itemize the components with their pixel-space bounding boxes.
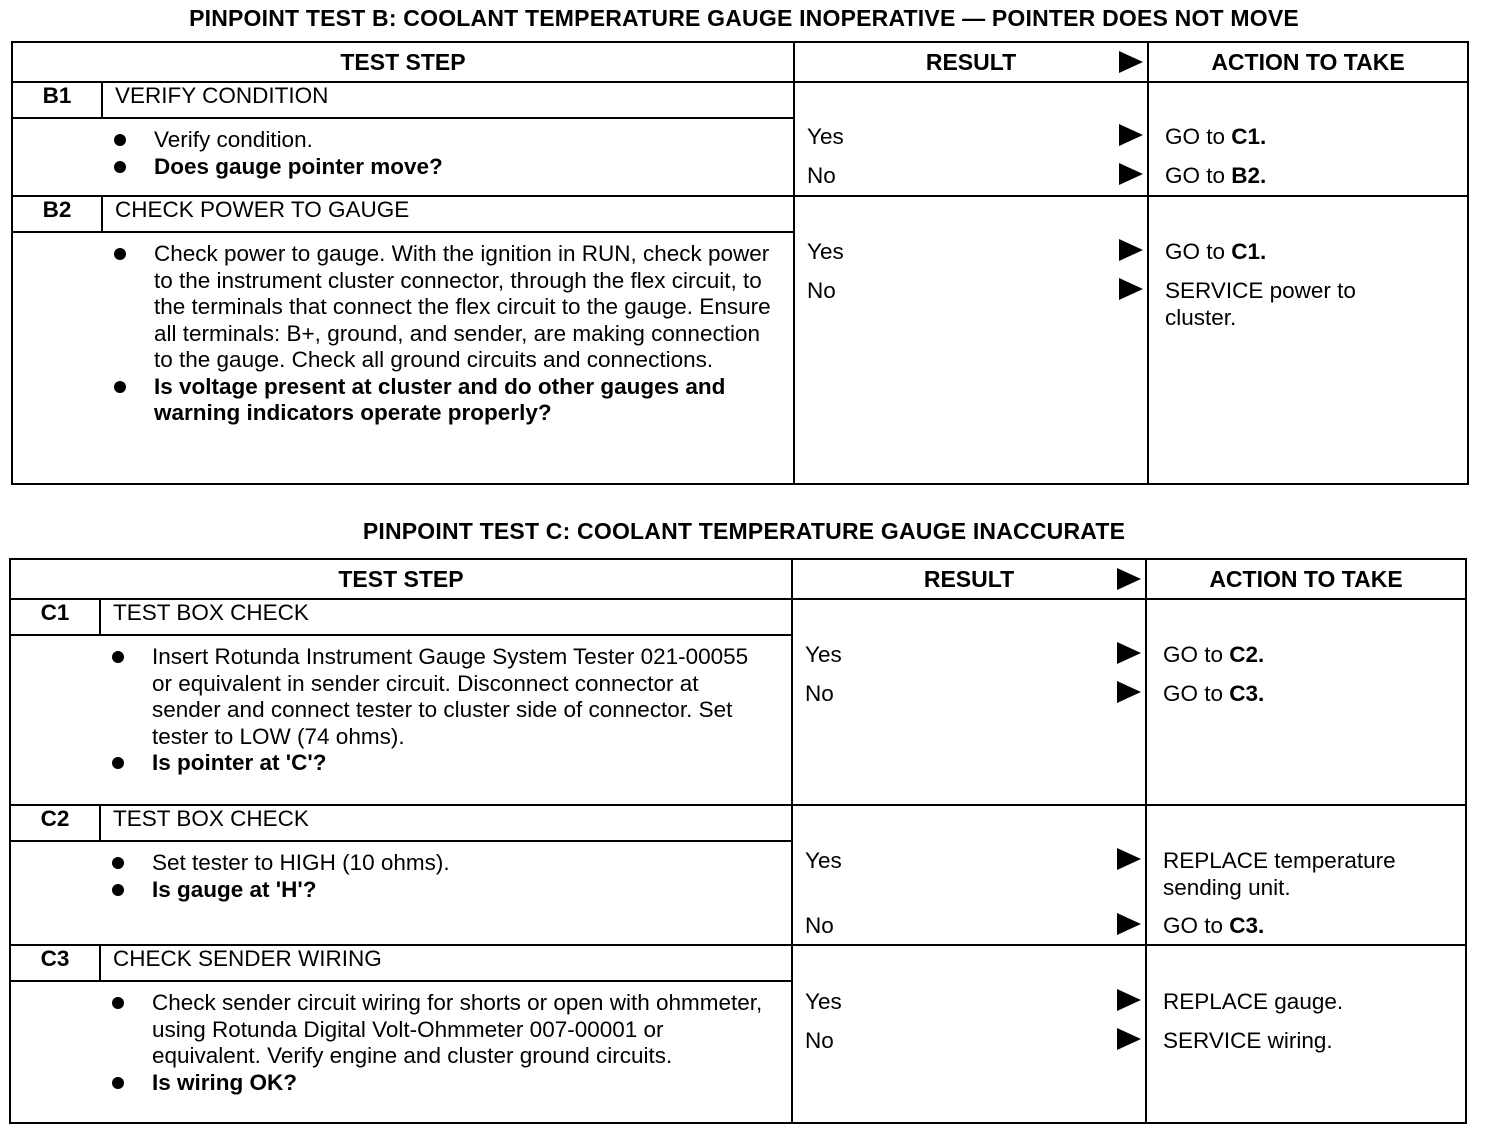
step-id: C2: [10, 805, 100, 841]
result-no: No: [807, 276, 1143, 306]
arrow-icon: [1117, 568, 1141, 590]
header-result: RESULT: [792, 559, 1146, 599]
arrow-icon: [1119, 278, 1143, 300]
test-b-title: PINPOINT TEST B: COOLANT TEMPERATURE GAUGE INOPERATIVE — POINTER DOES NOT MOVE: [189, 5, 1299, 31]
action-text: GO to B2.: [1165, 163, 1267, 188]
action-text: SERVICE wiring.: [1163, 1028, 1333, 1053]
action-text: REPLACE gauge.: [1163, 989, 1344, 1014]
action-text: GO to C1.: [1165, 124, 1267, 149]
bullet-question: Does gauge pointer move?: [154, 154, 773, 181]
arrow-icon: [1117, 989, 1141, 1011]
bullet-text: Check sender circuit wiring for shorts or open with ohmmeter, using Rotunda Digital Volt-Ohmmeter 007-00001 or equivalent. Verify engine and cluster ground circuits.: [152, 990, 771, 1070]
bullet-question: Is gauge at 'H'?: [152, 877, 771, 904]
arrow-icon: [1117, 642, 1141, 664]
bullet-text: Check power to gauge. With the ignition in RUN, check power to the instrument cluster connector, through the flex circuit, to the terminals that connect the flex circuit to the gauge. Ensure all terminals: B+, ground, and sender, are making connection to the gauge. Check all ground circuits and connections.: [154, 241, 773, 374]
arrow-icon: [1119, 239, 1143, 261]
header-action: ACTION TO TAKE: [1146, 559, 1466, 599]
arrow-icon: [1119, 51, 1143, 73]
arrow-icon: [1117, 913, 1141, 935]
action-text: GO to C3.: [1163, 681, 1265, 706]
bullet-question: Is pointer at 'C'?: [152, 750, 771, 777]
arrow-icon: [1117, 1028, 1141, 1050]
arrow-icon: [1117, 681, 1141, 703]
result-yes: Yes: [807, 237, 1143, 267]
action-cell: [1148, 196, 1468, 484]
result-cell: [792, 805, 1146, 945]
header-test-step: TEST STEP: [10, 559, 792, 599]
result-no: No: [805, 911, 1141, 941]
result-yes: Yes: [805, 640, 1141, 670]
step-id: B2: [12, 196, 102, 232]
result-yes: Yes: [805, 846, 1141, 876]
step-body: [102, 118, 794, 196]
test-b-table: [11, 41, 1469, 485]
arrow-icon: [1117, 848, 1141, 870]
result-cell: [792, 599, 1146, 805]
step-title: CHECK POWER TO GAUGE: [102, 196, 794, 232]
step-id: C3: [10, 945, 100, 981]
step-body: [100, 981, 792, 1123]
action-text: GO to C2.: [1163, 642, 1265, 667]
action-cell: [1148, 82, 1468, 196]
step-title: CHECK SENDER WIRING: [100, 945, 792, 981]
result-yes: Yes: [807, 122, 1143, 152]
result-yes: Yes: [805, 987, 1141, 1017]
step-title: TEST BOX CHECK: [100, 599, 792, 635]
result-cell: [794, 82, 1148, 196]
action-text: SERVICE power to cluster.: [1165, 278, 1356, 330]
action-text: REPLACE temperature sending unit.: [1163, 848, 1396, 900]
bullet-text: Verify condition.: [154, 127, 773, 154]
step-id: B1: [12, 82, 102, 118]
action-text: GO to C1.: [1165, 239, 1267, 264]
action-cell: [1146, 805, 1466, 945]
result-no: No: [807, 161, 1143, 191]
step-body: [100, 635, 792, 805]
header-action: ACTION TO TAKE: [1148, 42, 1468, 82]
arrow-icon: [1119, 163, 1143, 185]
step-id: C1: [10, 599, 100, 635]
bullet-text: Insert Rotunda Instrument Gauge System Tester 021-00055 or equivalent in sender circuit. Disconnect connector at sender and connect tester to cluster side of connector. Set tester to LOW (74 ohms).: [152, 644, 771, 750]
step-body: [102, 232, 794, 484]
header-result: RESULT: [794, 42, 1148, 82]
step-title: TEST BOX CHECK: [100, 805, 792, 841]
action-cell: [1146, 599, 1466, 805]
step-body: [100, 841, 792, 945]
header-test-step: TEST STEP: [12, 42, 794, 82]
test-c-table: [9, 558, 1467, 1124]
action-cell: [1146, 945, 1466, 1123]
bullet-question: Is wiring OK?: [152, 1070, 771, 1097]
arrow-icon: [1119, 124, 1143, 146]
bullet-text: Set tester to HIGH (10 ohms).: [152, 850, 771, 877]
result-no: No: [805, 1026, 1141, 1056]
step-title: VERIFY CONDITION: [102, 82, 794, 118]
result-cell: [792, 945, 1146, 1123]
test-c-title: PINPOINT TEST C: COOLANT TEMPERATURE GAUGE INACCURATE: [362, 518, 1126, 544]
bullet-question: Is voltage present at cluster and do other gauges and warning indicators operate properly?: [154, 374, 773, 427]
action-text: GO to C3.: [1163, 913, 1265, 938]
result-cell: [794, 196, 1148, 484]
result-no: No: [805, 679, 1141, 709]
